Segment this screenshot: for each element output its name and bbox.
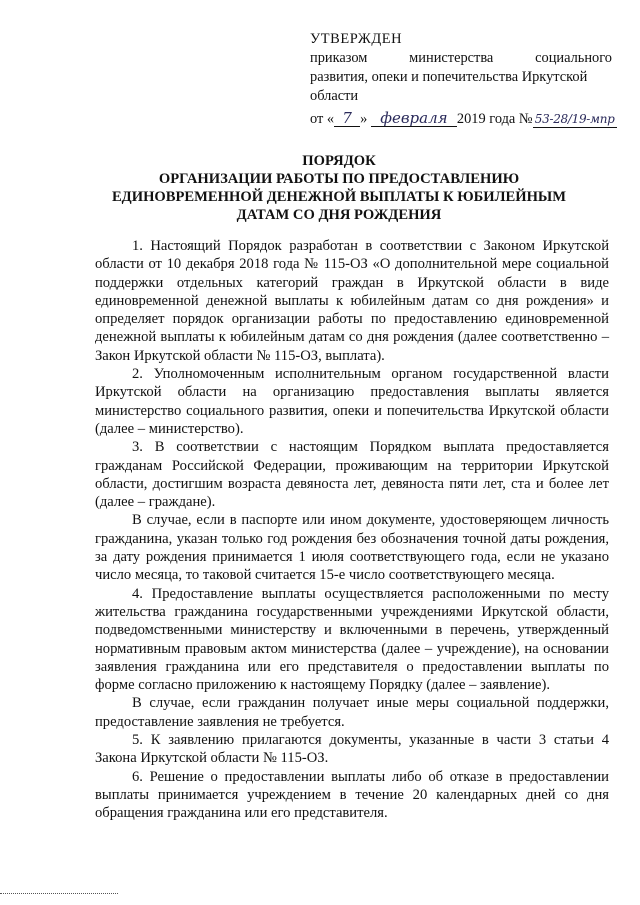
approval-date-line: [310, 109, 615, 129]
date-month: февраля: [371, 110, 457, 127]
date-year: 2019 года №: [456, 111, 533, 127]
paragraph-7: 5. К заявлению прилагаются документы, указанные в части 3 статьи 4 Закона Иркутской области № 115-ОЗ.: [95, 732, 609, 767]
approval-block: [310, 30, 615, 129]
document-body: [95, 237, 609, 823]
date-day: 7: [334, 110, 360, 127]
title-line-4: ДАТАМ СО ДНЯ РОЖДЕНИЯ: [236, 207, 442, 223]
approval-line-3: области: [310, 88, 359, 104]
paragraph-8: 6. Решение о предоставлении выплаты либо об отказе в предоставлении выплаты принимается учреждением в течение 20 календарных дней со дня обращения гражданина или его представителя.: [95, 768, 609, 822]
approval-line-1: приказом министерства социального: [310, 50, 612, 66]
footer-dotted-rule: [0, 893, 118, 894]
title-line-2: ОРГАНИЗАЦИИ РАБОТЫ ПО ПРЕДОСТАВЛЕНИЮ: [158, 171, 520, 187]
paragraph-5: 4. Предоставление выплаты осуществляется расположенными по месту жительства гражданина государственными учреждениями Иркутской области, подведомственными министерству и включенными в перечень, утвержденный нормативным правовым актом министерства (далее – учреждение), на основании заявления гражданина или его представителя о предоставлении выплаты по форме согласно приложению к настоящему Порядку (далее – заявление).: [95, 585, 609, 694]
title-line-1: ПОРЯДОК: [302, 153, 376, 169]
title-line-3: ЕДИНОВРЕМЕННОЙ ДЕНЕЖНОЙ ВЫПЛАТЫ К ЮБИЛЕЙНЫМ: [111, 189, 567, 205]
paragraph-3: 3. В соответствии с настоящим Порядком выплата предоставляется гражданам Российской Федерации, проживающим на территории Иркутской области, достигшим возраста девяноста лет, девяноста пяти лет, ста и более лет (далее – граждане).: [95, 439, 609, 511]
document-title: [60, 152, 618, 224]
paragraph-2: 2. Уполномоченным исполнительным органом государственной власти Иркутской области на организацию предоставления выплаты является министерство социального развития, опеки и попечительства Иркутской области (далее – министерство).: [95, 366, 609, 437]
order-number: 53-28/19-мпр: [533, 111, 617, 128]
paragraph-6: В случае, если гражданин получает иные меры социальной поддержки, предоставление заявления не требуется.: [95, 695, 609, 730]
approval-line-2: развития, опеки и попечительства Иркутской: [310, 69, 588, 85]
paragraph-4: В случае, если в паспорте или ином документе, удостоверяющем личность гражданина, указан только год рождения без обозначения точной даты рождения, за дату рождения принимается 1 июля соответствующего года, если не указано число месяца, то таковой считается 15-е число соответствующего месяца.: [95, 512, 609, 584]
date-prefix: от «: [310, 111, 335, 127]
approval-heading: УТВЕРЖДЕН: [310, 31, 403, 47]
paragraph-1: 1. Настоящий Порядок разработан в соответствии с Законом Иркутской области от 10 декабря 2018 года № 115-ОЗ «О дополнительной мере социальной поддержки отдельных категорий граждан в Иркутской области в виде единовременной денежной выплаты к юбилейным датам со дня рождения» и определяет порядок организации работы по предоставлению единовременной денежной выплаты к юбилейным датам со дня рождения (далее соответственно – Закон Иркутской области № 115-ОЗ, выплата).: [95, 238, 609, 364]
date-day-close: »: [360, 111, 368, 127]
